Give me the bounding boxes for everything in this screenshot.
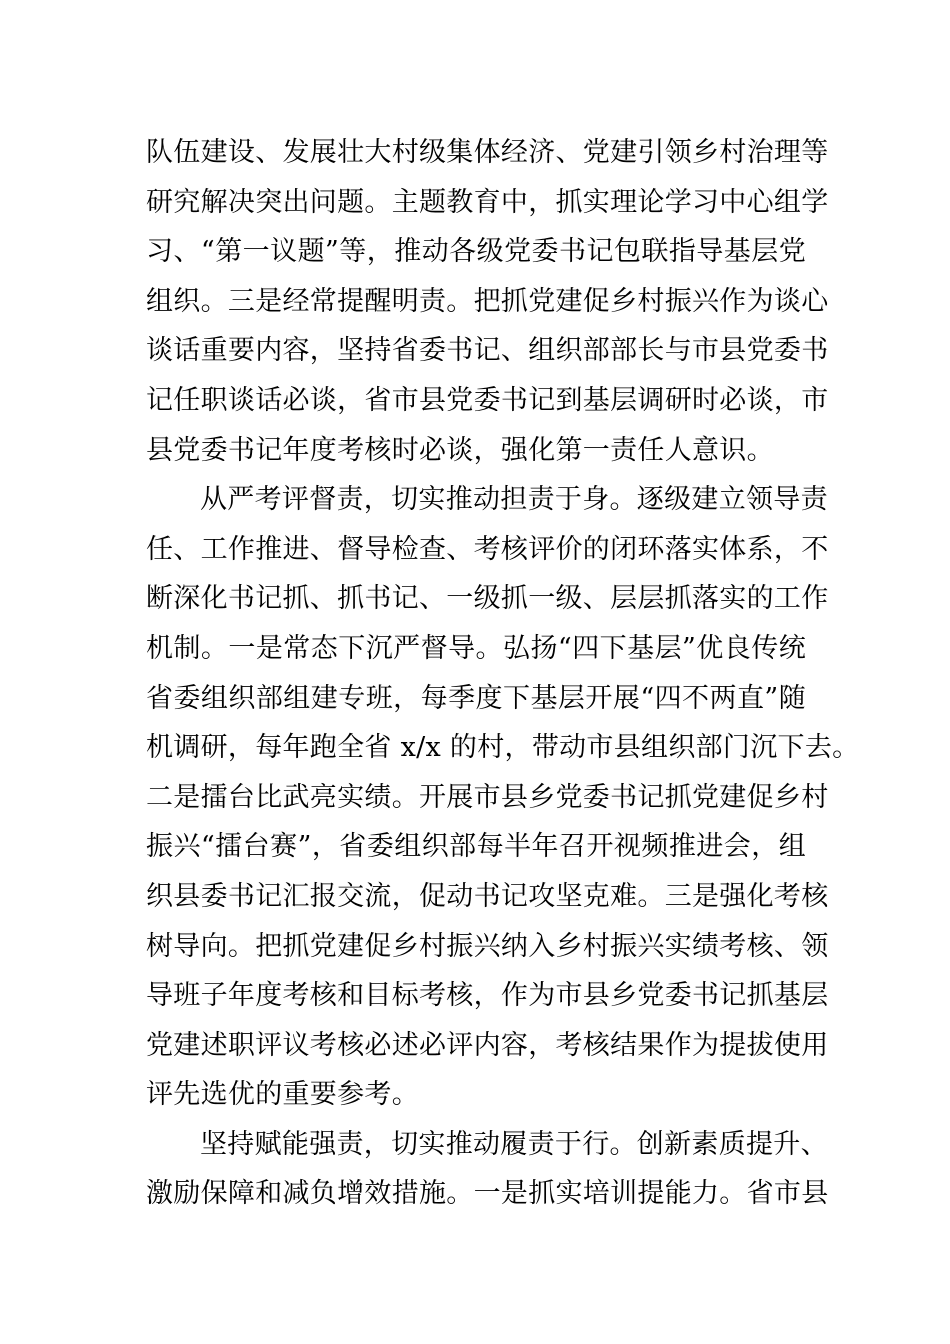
text-line: 谈话重要内容，坚持省委书记、组织部部长与市县党委书: [146, 335, 829, 367]
paragraph-first-line: 从严考评督责，切实推动担责于身。逐级建立领导责: [200, 484, 828, 516]
document-page: [146, 128, 860, 1219]
text-line: 断深化书记抓、抓书记、一级抓一级、层层抓落实的工作: [146, 583, 829, 615]
text-line: 织县委书记汇报交流，促动书记攻坚克难。三是强化考核: [146, 880, 829, 912]
text-line: 党建述职评议考核必述必评内容，考核结果作为提拔使用: [146, 1029, 829, 1061]
text-line: 导班子年度考核和目标考核，作为市县乡党委书记抓基层: [146, 980, 829, 1012]
text-line: 激励保障和减负增效措施。一是抓实培训提能力。省市县: [146, 1178, 829, 1210]
text-line: 习、“第一议题”等，推动各级党委书记包联指导基层党: [146, 236, 806, 268]
text-line: 县党委书记年度考核时必谈，强化第一责任人意识。: [146, 434, 774, 466]
text-line: 省委组织部组建专班，每季度下基层开展“四不两直”随: [146, 682, 806, 714]
text-line: 树导向。把抓党建促乡村振兴纳入乡村振兴实绩考核、领: [146, 930, 829, 962]
text-line: 组织。三是经常提醒明责。把抓党建促乡村振兴作为谈心: [146, 285, 829, 317]
text-line: 任、工作推进、督导检查、考核评价的闭环落实体系，不: [146, 533, 829, 565]
text-line: 机制。一是常态下沉严督导。弘扬“四下基层”优良传统: [146, 632, 806, 664]
text-line: 振兴“擂台赛”，省委组织部每半年召开视频推进会，组: [146, 831, 806, 863]
text-line: 机调研，每年跑全省 x/x 的村，带动市县组织部门沉下去。: [146, 732, 860, 764]
text-line: 研究解决突出问题。主题教育中，抓实理论学习中心组学: [146, 186, 829, 218]
text-line: 记任职谈话必谈，省市县党委书记到基层调研时必谈，市: [146, 384, 829, 416]
text-line: 二是擂台比武亮实绩。开展市县乡党委书记抓党建促乡村: [146, 781, 829, 813]
text-line: 队伍建设、发展壮大村级集体经济、党建引领乡村治理等: [146, 137, 829, 168]
paragraph-first-line: 坚持赋能强责，切实推动履责于行。创新素质提升、: [200, 1128, 828, 1160]
text-line: 评先选优的重要参考。: [146, 1079, 419, 1111]
